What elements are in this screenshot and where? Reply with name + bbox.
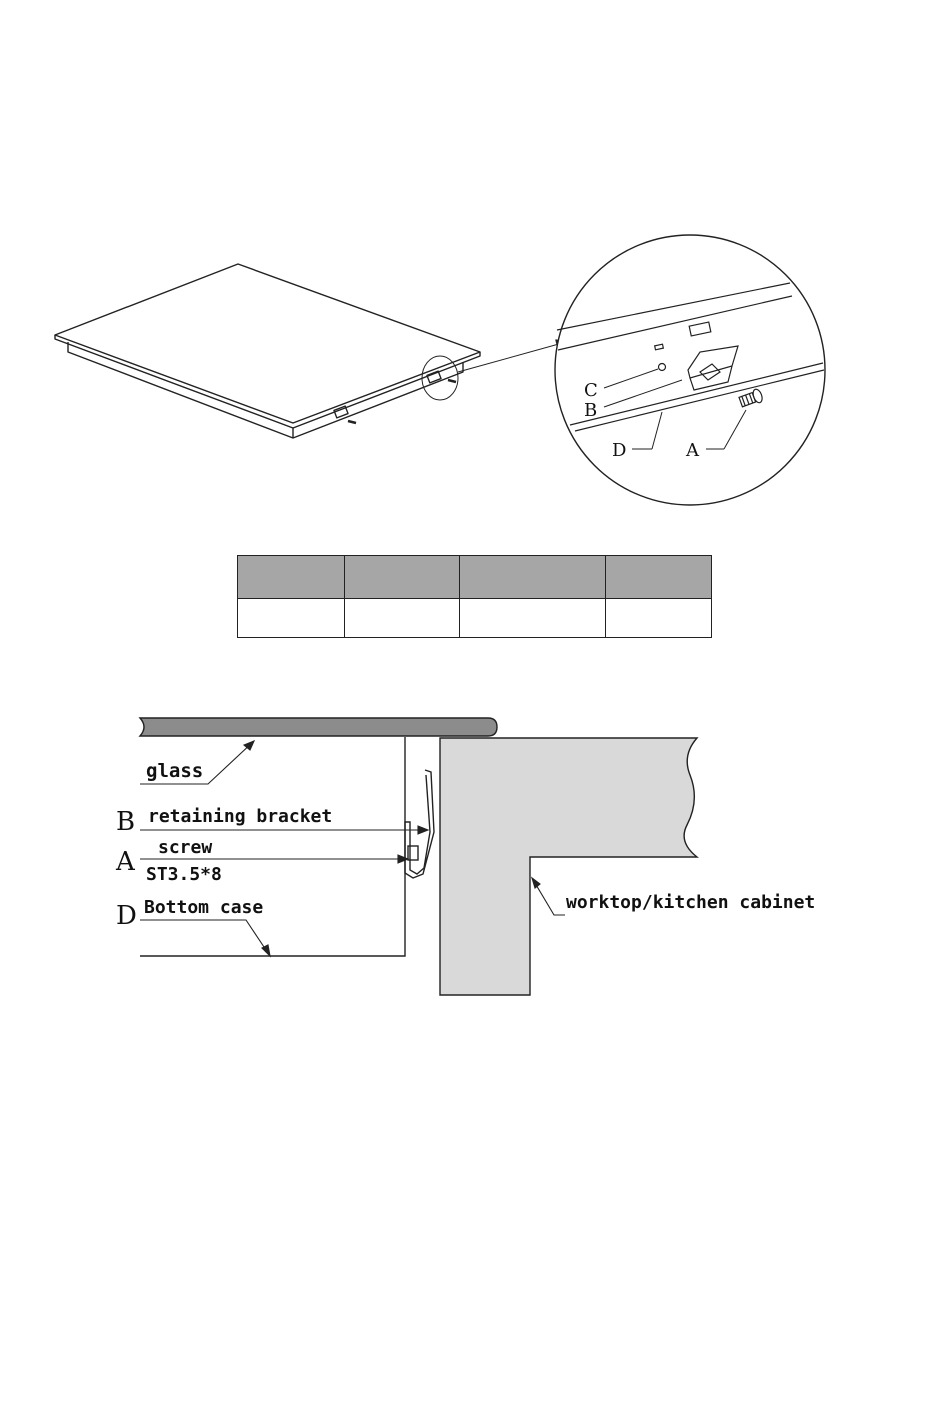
table-cell	[345, 599, 460, 638]
label-worktop: worktop/kitchen cabinet	[566, 892, 816, 913]
table-cell	[238, 599, 345, 638]
hob-glass-top	[55, 264, 480, 423]
parts-table-header-row	[238, 556, 712, 599]
retaining-bracket	[405, 770, 434, 878]
label-screw: screw	[158, 837, 213, 858]
callout-d: D	[612, 440, 627, 461]
label-screw-spec: ST3.5*8	[146, 864, 222, 885]
table-header-cell	[238, 556, 345, 599]
callout-a: A	[686, 440, 699, 461]
table-cell	[460, 599, 606, 638]
detail-leader-line	[458, 342, 566, 372]
letter-d: D	[116, 901, 137, 931]
callout-c: C	[584, 380, 598, 401]
letter-a: A	[116, 847, 135, 877]
table-header-cell	[460, 556, 606, 599]
label-retaining-bracket: retaining bracket	[148, 806, 333, 827]
table-cell	[606, 599, 712, 638]
parts-table-row	[238, 599, 712, 638]
letter-b: B	[116, 807, 136, 837]
hob-installation-diagram	[0, 0, 950, 520]
callout-b: B	[584, 400, 598, 421]
glass-slab	[140, 718, 497, 736]
label-bottom-case: Bottom case	[144, 897, 264, 918]
table-header-cell	[345, 556, 460, 599]
parts-table	[237, 555, 712, 638]
section-view-diagram	[0, 700, 950, 1020]
table-header-cell	[606, 556, 712, 599]
magnified-detail	[555, 235, 825, 505]
worktop-shape	[440, 738, 697, 995]
label-glass: glass	[146, 760, 204, 782]
